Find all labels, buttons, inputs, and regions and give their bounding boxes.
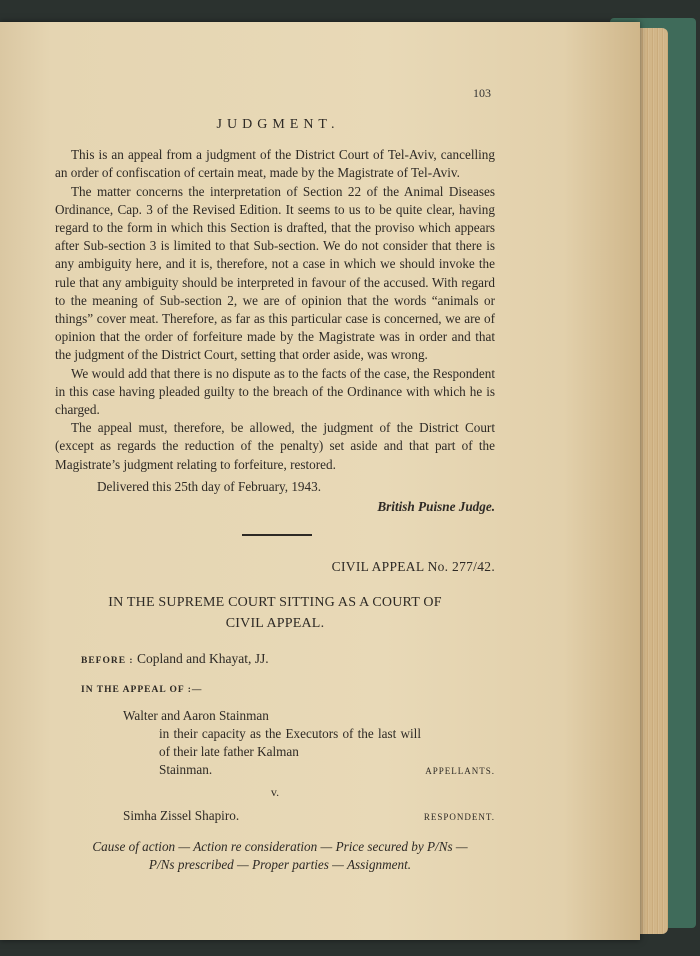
- catchwords-line-1: Cause of action — Action re consideration — Price secured by P/Ns —: [92, 839, 468, 855]
- catchwords: [45, 838, 515, 874]
- court-title: [55, 592, 495, 634]
- appellant-last-name: Stainman.: [159, 762, 213, 778]
- before-line: [55, 650, 495, 670]
- in-appeal-label: IN THE APPEAL OF :—: [81, 684, 203, 695]
- judgment-paragraph-1: This is an appeal from a judgment of the District Court of Tel-Aviv, cancelling an order of confiscation of certain meat, made by the Magistrate of Tel-Aviv.: [55, 147, 495, 181]
- judgment-paragraph-2: The matter concerns the interpretation of Section 22 of the Animal Diseases Ordinance, Cap. 3 of the Revised Edition. It seems to us to be quite clear, having regard to the form in which this Section is drafted, that the proviso which appears after Sub-section 3 is limited to that Sub-section. We do not consider that there is any ambiguity here, and it is, therefore, not a case in which we should invoke the rule that any ambiguity should be interpreted in favour of the accused. With regard to the meaning of Sub-section 2, we are of opinion that the words “animals or things” cover meat. Therefore, as far as this particular case is concerned, we are of opinion that the order of forfeiture made by the Magistrate was in order and that the judgment of the District Court, setting that order aside, was wrong.: [55, 183, 495, 363]
- appellants-label: APPELLANTS.: [425, 766, 495, 777]
- appellant-last-row: [55, 761, 495, 780]
- section-divider: [242, 534, 312, 536]
- judgment-paragraph-3: We would add that there is no dispute as to the facts of the case, the Respondent in this case having pleaded guilty to the breach of the Ordinance with which he is charged.: [55, 365, 495, 418]
- court-title-line-2: CIVIL APPEAL.: [225, 616, 325, 632]
- appellant-name: Walter and Aaron Stainman: [123, 707, 269, 723]
- versus: v.: [270, 784, 280, 799]
- respondent-row: [55, 807, 495, 826]
- judgment-heading: JUDGMENT.: [216, 117, 340, 132]
- appellant-detail: in their capacity as the Executors of the last will of their late father Kalman: [159, 726, 421, 760]
- page-number: 103: [473, 86, 491, 100]
- page-content: [55, 80, 495, 875]
- judge-signature: British Puisne Judge.: [377, 499, 495, 515]
- judgment-paragraph-4: The appeal must, therefore, be allowed, the judgment of the District Court (except as regards the reduction of the penalty) set aside and that part of the Magistrate’s judgment relating to forfeiture, restored.: [55, 420, 495, 472]
- respondent-name: Simha Zissel Shapiro.: [123, 807, 240, 823]
- catchwords-line-2: P/Ns prescribed — Proper parties — Assignment.: [148, 857, 412, 873]
- court-title-line-1: IN THE SUPREME COURT SITTING AS A COURT OF: [108, 595, 442, 611]
- judges-names: Copland and Khayat, JJ.: [136, 651, 269, 667]
- respondent-label: RESPONDENT.: [423, 811, 495, 822]
- delivered-date: Delivered this 25th day of February, 1943.: [97, 478, 322, 494]
- before-label: BEFORE :: [81, 656, 134, 667]
- civil-appeal-number: CIVIL APPEAL No. 277/42.: [331, 559, 495, 575]
